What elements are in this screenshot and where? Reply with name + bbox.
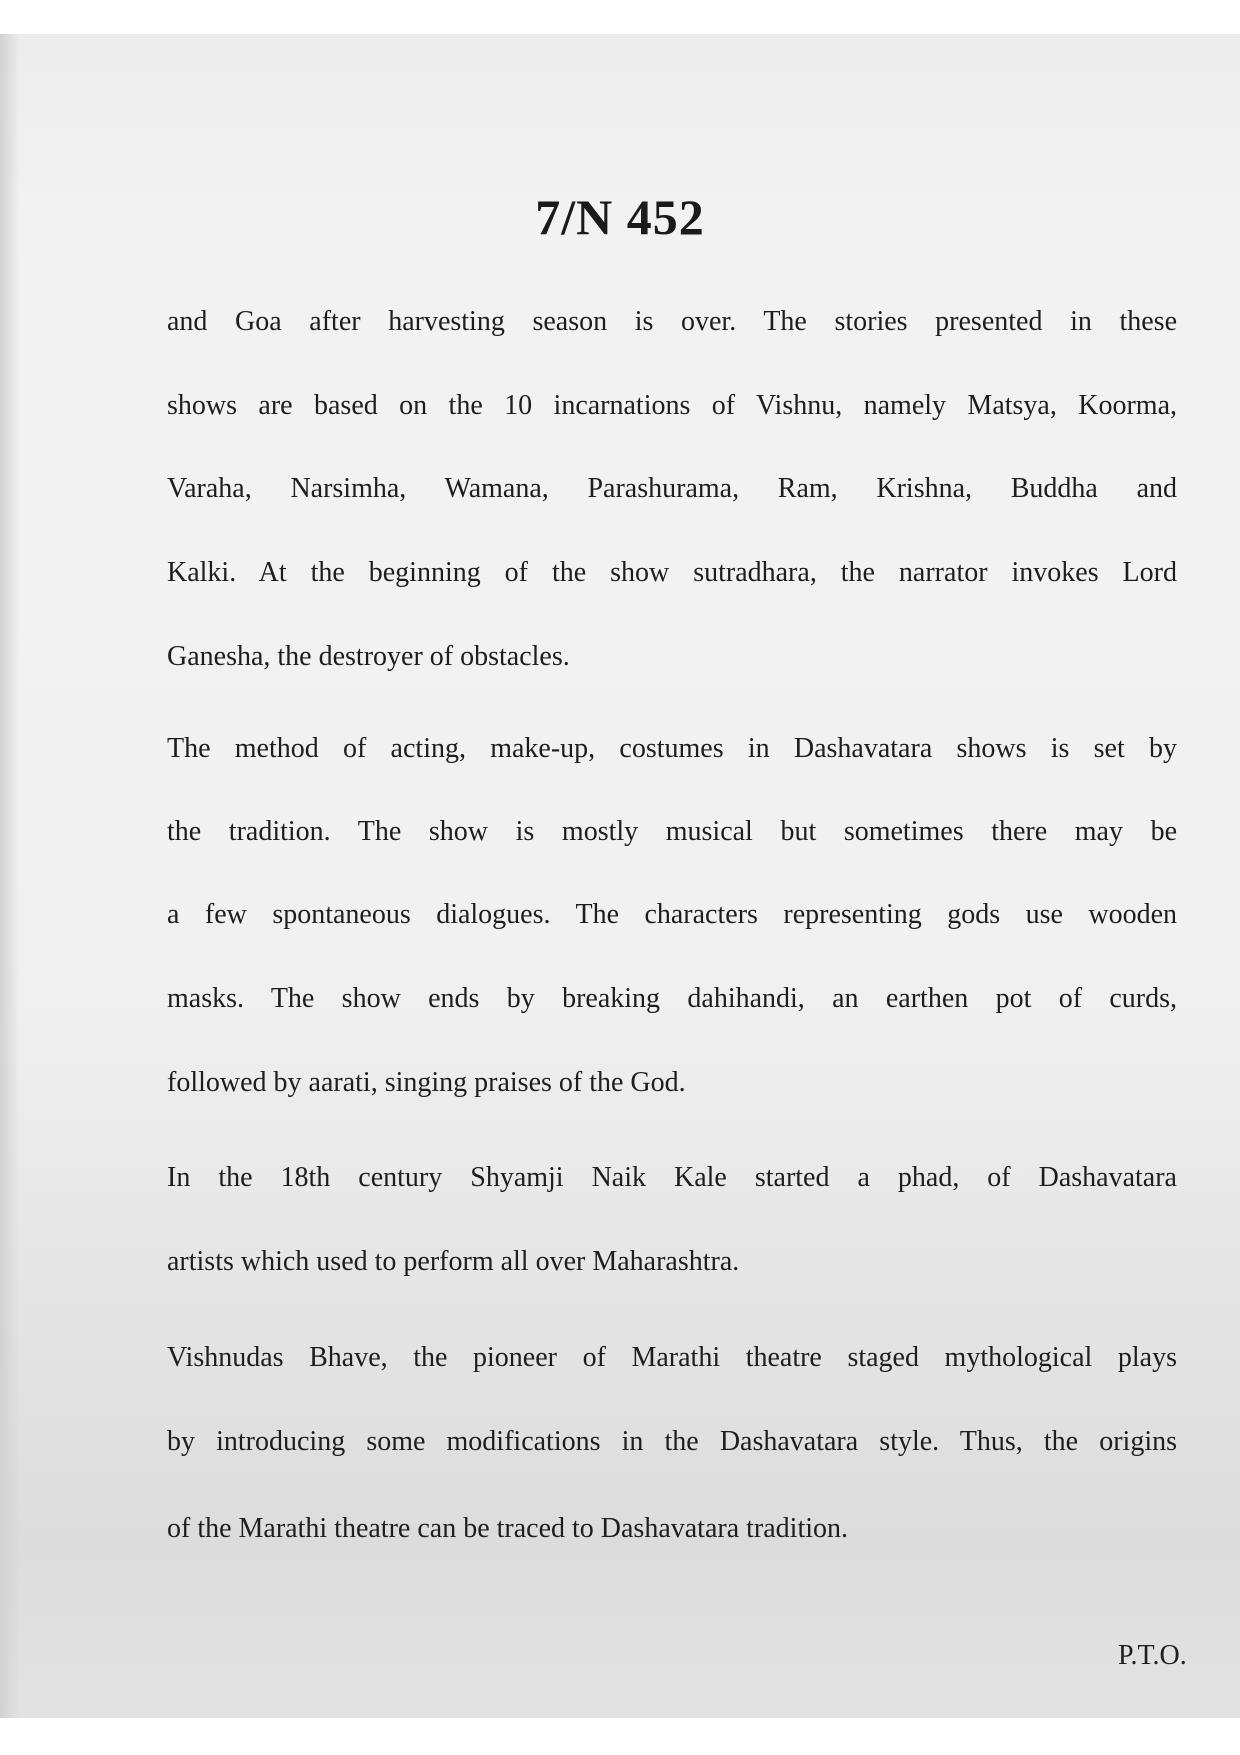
page-code: 7/N 452: [535, 189, 705, 245]
page-edge-shadow: [0, 0, 20, 1755]
paragraph-3-line-2: artists which used to perform all over Maharashtra.: [167, 1246, 740, 1277]
paragraph-2-line-5: followed by aarati, singing praises of the God.: [167, 1067, 686, 1098]
paragraph-4-line-3: of the Marathi theatre can be traced to Dashavatara tradition.: [167, 1513, 849, 1544]
paragraph-1-line-5: Ganesha, the destroyer of obstacles.: [167, 641, 570, 672]
paragraph-2-line-1: The method of acting, make-up, costumes in Dashavatara shows is set by: [167, 733, 1177, 764]
paragraph-3-line-1: In the 18th century Shyamji Naik Kale started a phad, of Dashavatara: [167, 1162, 1177, 1193]
paragraph-4-line-2: by introducing some modifications in the Dashavatara style. Thus, the origins: [167, 1426, 1177, 1457]
please-turn-over-mark: P.T.O.: [1118, 1640, 1187, 1671]
paragraph-2-line-4: masks. The show ends by breaking dahihandi, an earthen pot of curds,: [167, 983, 1177, 1014]
scan-border-top: [0, 0, 1240, 34]
scan-border-bottom: [0, 1718, 1240, 1755]
paragraph-1-line-4: Kalki. At the beginning of the show sutradhara, the narrator invokes Lord: [167, 557, 1177, 588]
paragraph-1-line-3: Varaha, Narsimha, Wamana, Parashurama, Ram, Krishna, Buddha and: [167, 473, 1177, 504]
paragraph-1-line-2: shows are based on the 10 incarnations of Vishnu, namely Matsya, Koorma,: [167, 390, 1177, 421]
paragraph-1-line-1: and Goa after harvesting season is over. The stories presented in these: [167, 306, 1177, 337]
paragraph-4-line-1: Vishnudas Bhave, the pioneer of Marathi theatre staged mythological plays: [167, 1342, 1177, 1373]
paragraph-2-line-2: the tradition. The show is mostly musical but sometimes there may be: [167, 816, 1177, 847]
paragraph-2-line-3: a few spontaneous dialogues. The characters representing gods use wooden: [167, 899, 1177, 930]
